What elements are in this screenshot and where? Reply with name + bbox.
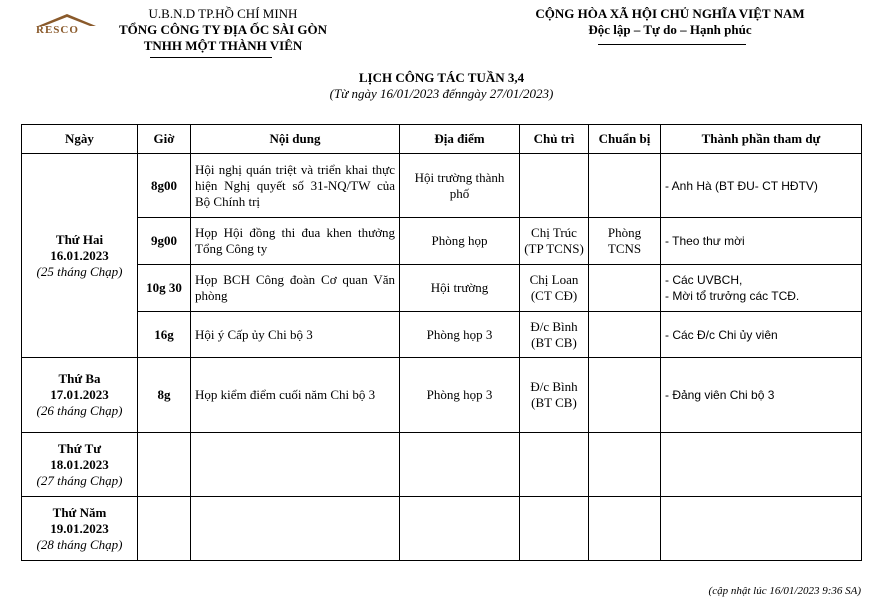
table-row (22, 497, 862, 561)
prep-cell (589, 358, 661, 433)
col-place: Địa điểm (400, 125, 520, 154)
content-cell: Hội ý Cấp ủy Chi bộ 3 (191, 312, 400, 358)
attendee-line: - Các UVBCH, (665, 273, 743, 287)
col-content: Nội dung (191, 125, 400, 154)
chair-cell (520, 154, 589, 218)
nation-line-2: Độc lập – Tự do – Hạnh phúc (588, 22, 752, 37)
day-lunar: (28 tháng Chạp) (36, 536, 123, 552)
content-cell: Họp kiểm điểm cuối năm Chi bộ 3 (191, 358, 400, 433)
nation-line-1: CỘNG HÒA XÃ HỘI CHỦ NGHĨA VIỆT NAM (535, 6, 805, 21)
chair-cell (520, 433, 589, 497)
day-date: 16.01.2023 (50, 247, 109, 263)
attendee-line: - Đảng viên Chi bộ 3 (665, 388, 775, 402)
day-weekday: Thứ Ba (58, 371, 101, 386)
day-lunar: (27 tháng Chạp) (36, 472, 123, 488)
chair-cell: Chị Loan (CT CĐ) (520, 265, 589, 312)
content-cell: Họp Hội đồng thi đua khen thưởng Tổng Công ty (191, 218, 400, 265)
attendee-line: - Mời tổ trưởng các TCĐ. (665, 289, 800, 303)
time-cell: 16g (138, 312, 191, 358)
prep-cell (589, 312, 661, 358)
place-cell: Phòng họp (400, 218, 520, 265)
day-weekday: Thứ Năm (52, 504, 107, 520)
place-cell: Phòng họp 3 (400, 312, 520, 358)
attendees-cell (661, 497, 862, 561)
table-row (22, 265, 862, 312)
content-cell: Họp BCH Công đoàn Cơ quan Văn phòng (191, 265, 400, 312)
col-prep: Chuẩn bị (589, 125, 661, 154)
place-cell: Hội trường thành phố (400, 154, 520, 218)
table-row (22, 433, 862, 497)
day-date: 17.01.2023 (50, 387, 109, 402)
day-weekday: Thứ Hai (55, 231, 104, 247)
place-cell (400, 433, 520, 497)
updated-timestamp: (cập nhật lúc 16/01/2023 9:36 SA) (708, 585, 861, 597)
content-cell (191, 497, 400, 561)
day-cell (22, 433, 138, 497)
attendees-cell (661, 312, 862, 358)
place-cell (400, 497, 520, 561)
time-cell: 9g00 (138, 218, 191, 265)
day-weekday: Thứ Tư (57, 440, 102, 456)
content-cell: Hội nghị quán triệt và triển khai thực hiện Nghị quyết số 31-NQ/TW của Bộ Chính trị (191, 154, 400, 218)
schedule-subtitle: (Từ ngày 16/01/2023 đếnngày 27/01/2023) (329, 86, 554, 101)
attendees-cell (661, 154, 862, 218)
place-cell: Phòng họp 3 (400, 358, 520, 433)
attendee-line: - Anh Hà (BT ĐU- CT HĐTV) (665, 178, 818, 193)
chair-cell (520, 497, 589, 561)
time-cell: 10g 30 (138, 265, 191, 312)
org-line-3: TNHH MỘT THÀNH VIÊN (143, 38, 303, 53)
prep-cell: Phòng TCNS (589, 218, 661, 265)
chair-cell: Đ/c Bình (BT CB) (520, 312, 589, 358)
attendee-line: - Theo thư mời (665, 234, 745, 248)
time-cell (138, 497, 191, 561)
attendees-cell (661, 218, 862, 265)
day-cell (22, 497, 138, 561)
nation-header (500, 6, 840, 38)
org-line-2: TỔNG CÔNG TY ĐỊA ỐC SÀI GÒN (118, 22, 328, 37)
col-day: Ngày (22, 125, 138, 154)
content-cell (191, 433, 400, 497)
table-row (22, 312, 862, 358)
attendees-cell (661, 433, 862, 497)
table-row (22, 154, 862, 218)
prep-cell (589, 497, 661, 561)
chair-cell: Đ/c Bình (BT CB) (520, 358, 589, 433)
org-header (108, 6, 338, 54)
schedule-table (21, 124, 862, 561)
table-row (22, 218, 862, 265)
schedule-title: LỊCH CÔNG TÁC TUẦN 3,4 (358, 70, 525, 85)
org-line-1: U.B.N.D TP.HỒ CHÍ MINH (148, 6, 298, 21)
time-cell: 8g00 (138, 154, 191, 218)
org-underline (150, 57, 272, 58)
day-lunar: (25 tháng Chạp) (36, 263, 123, 279)
day-lunar: (26 tháng Chạp) (36, 403, 123, 418)
col-chair: Chủ trì (520, 125, 589, 154)
nation-underline (598, 44, 746, 45)
day-date: 18.01.2023 (50, 456, 109, 472)
day-cell (22, 358, 138, 433)
place-cell: Hội trường (400, 265, 520, 312)
prep-cell (589, 265, 661, 312)
chair-cell: Chị Trúc (TP TCNS) (520, 218, 589, 265)
attendees-cell (661, 358, 862, 433)
col-time: Giờ (138, 125, 191, 154)
attendee-line: - Các Đ/c Chi ủy viên (665, 327, 778, 342)
day-cell (22, 154, 138, 358)
logo-text: RESCO (36, 24, 79, 36)
attendees-cell (661, 265, 862, 312)
prep-cell (589, 154, 661, 218)
table-row (22, 358, 862, 433)
table-header-row (22, 125, 862, 154)
prep-cell (589, 433, 661, 497)
day-date: 19.01.2023 (50, 520, 109, 536)
time-cell (138, 433, 191, 497)
col-attendees: Thành phần tham dự (661, 125, 862, 154)
time-cell: 8g (138, 358, 191, 433)
